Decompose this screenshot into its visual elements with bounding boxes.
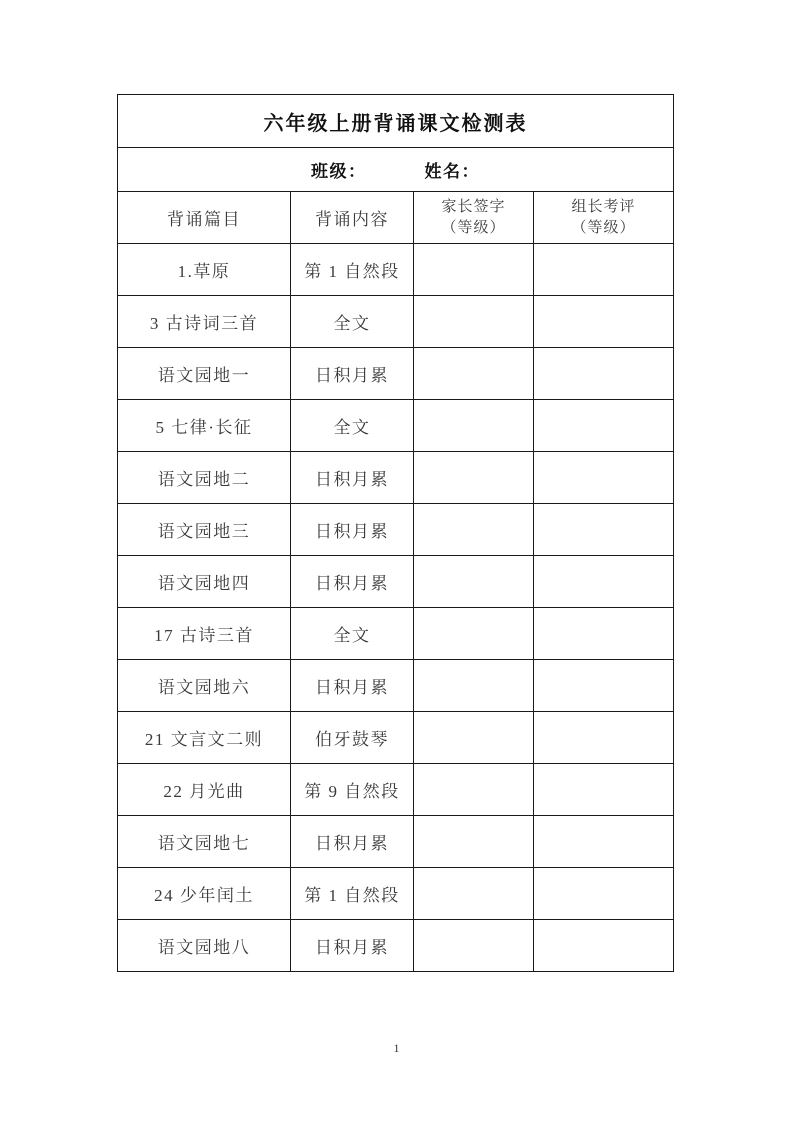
leader-eval-cell [534,868,674,920]
recite-item-cell: 语文园地四 [118,556,291,608]
recite-item-cell: 语文园地七 [118,816,291,868]
table-title: 六年级上册背诵课文检测表 [118,95,674,148]
class-name-row [118,148,674,192]
leader-eval-cell [534,712,674,764]
table-row [118,348,674,400]
parent-sign-cell [414,348,534,400]
recite-item-cell: 22 月光曲 [118,764,291,816]
recite-content-cell: 日积月累 [291,348,414,400]
parent-sign-cell [414,296,534,348]
table-row [118,712,674,764]
recite-item-cell: 语文园地八 [118,920,291,972]
parent-sign-cell [414,868,534,920]
parent-sign-cell [414,556,534,608]
leader-eval-cell [534,244,674,296]
parent-sign-cell [414,400,534,452]
table-row [118,816,674,868]
recitation-check-table [117,94,674,972]
table-row [118,868,674,920]
name-label: 姓名： [424,162,480,181]
header-leader-eval-line2: （等级） [571,219,636,236]
header-parent-sign-line1: 家长签字 [441,199,506,216]
recite-item-cell: 5 七律·长征 [118,400,291,452]
parent-sign-cell [414,920,534,972]
parent-sign-cell [414,816,534,868]
header-leader-eval-line1: 组长考评 [571,199,636,216]
header-parent-sign [414,192,534,244]
table-row [118,764,674,816]
recite-item-cell: 语文园地二 [118,452,291,504]
recite-content-cell: 第 1 自然段 [291,868,414,920]
recite-content-cell: 第 1 自然段 [291,244,414,296]
leader-eval-cell [534,296,674,348]
recite-content-cell: 日积月累 [291,660,414,712]
recite-content-cell: 全文 [291,400,414,452]
table-row [118,296,674,348]
parent-sign-cell [414,244,534,296]
header-leader-eval [534,192,674,244]
table-row [118,920,674,972]
parent-sign-cell [414,504,534,556]
table-body [118,244,674,972]
table-row [118,660,674,712]
table-row [118,244,674,296]
leader-eval-cell [534,816,674,868]
table-row [118,608,674,660]
page-number: 1 [393,1041,400,1055]
class-name-cell [118,148,674,192]
header-recite-content: 背诵内容 [291,192,414,244]
recite-item-cell: 语文园地一 [118,348,291,400]
recite-item-cell: 1.草原 [118,244,291,296]
recite-content-cell: 日积月累 [291,504,414,556]
leader-eval-cell [534,920,674,972]
leader-eval-cell [534,608,674,660]
recite-item-cell: 语文园地六 [118,660,291,712]
recite-item-cell: 21 文言文二则 [118,712,291,764]
table-row [118,504,674,556]
parent-sign-cell [414,764,534,816]
recite-content-cell: 日积月累 [291,816,414,868]
leader-eval-cell [534,660,674,712]
recite-item-cell: 3 古诗词三首 [118,296,291,348]
table-row [118,452,674,504]
recite-item-cell: 24 少年闰土 [118,868,291,920]
class-label: 班级： [311,162,367,181]
recite-item-cell: 17 古诗三首 [118,608,291,660]
leader-eval-cell [534,452,674,504]
recite-item-cell: 语文园地三 [118,504,291,556]
table-row [118,556,674,608]
leader-eval-cell [534,764,674,816]
parent-sign-cell [414,608,534,660]
recite-content-cell: 第 9 自然段 [291,764,414,816]
table-row [118,400,674,452]
header-recite-item: 背诵篇目 [118,192,291,244]
table-header-row [118,192,674,244]
leader-eval-cell [534,348,674,400]
leader-eval-cell [534,400,674,452]
recite-content-cell: 日积月累 [291,556,414,608]
table-title-row [118,95,674,148]
parent-sign-cell [414,660,534,712]
header-parent-sign-line2: （等级） [441,219,506,236]
leader-eval-cell [534,504,674,556]
parent-sign-cell [414,452,534,504]
leader-eval-cell [534,556,674,608]
recite-content-cell: 日积月累 [291,452,414,504]
parent-sign-cell [414,712,534,764]
recite-content-cell: 全文 [291,608,414,660]
recite-content-cell: 日积月累 [291,920,414,972]
recite-content-cell: 伯牙鼓琴 [291,712,414,764]
recite-content-cell: 全文 [291,296,414,348]
